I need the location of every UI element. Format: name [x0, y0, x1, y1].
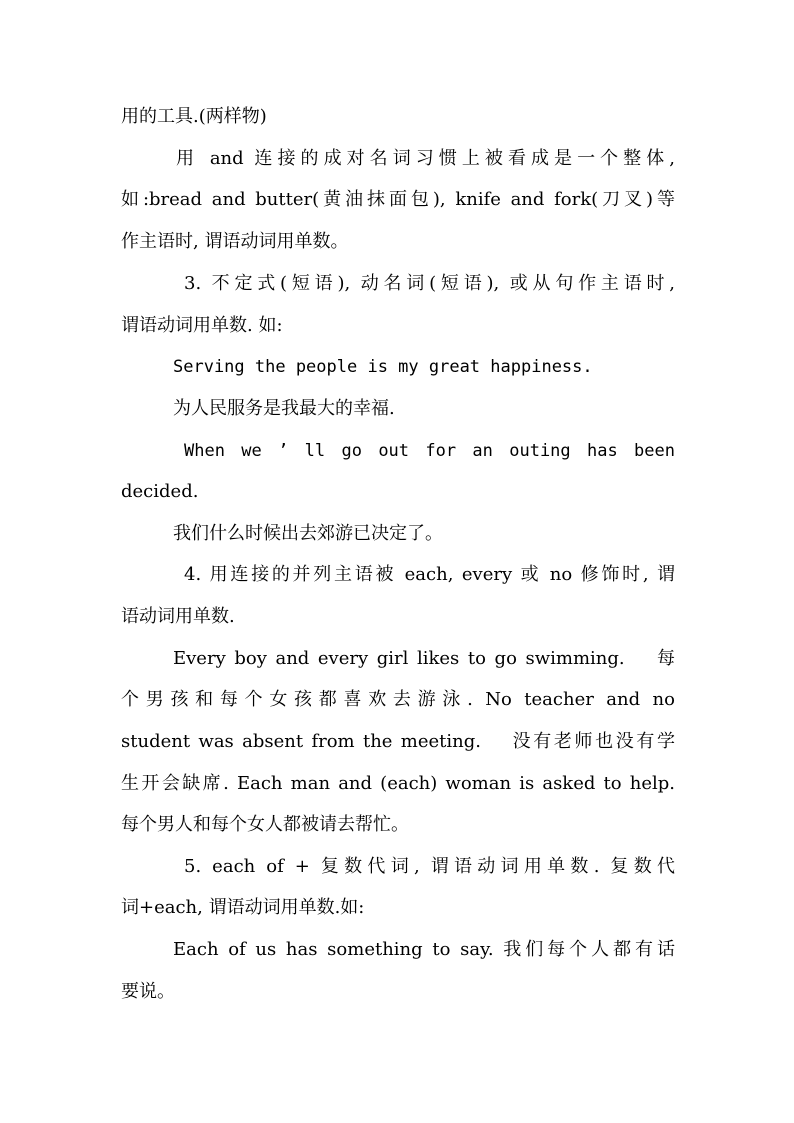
- text-line: student was absent from the meeting. 没有老师也没有学: [121, 731, 675, 752]
- text-line: Serving the people is my great happiness.: [173, 357, 593, 377]
- text-line: 词+each, 谓语动词用单数.如:: [121, 897, 365, 918]
- text-line: 3. 不定式(短语), 动名词(短语), 或从句作主语时,: [184, 273, 675, 294]
- text-line: 作主语时, 谓语动词用单数。: [121, 231, 349, 252]
- text-line: When we ’ ll go out for an outing has been: [184, 441, 675, 461]
- text-line: 如:bread and butter(黄油抹面包), knife and fork(刀叉)等: [121, 189, 675, 210]
- text-line: 我们什么时候出去郊游已决定了。: [173, 523, 443, 544]
- text-line: 谓语动词用单数. 如:: [121, 315, 283, 336]
- text-line: 个男孩和每个女孩都喜欢去游泳. No teacher and no: [121, 689, 675, 710]
- text-line: Each of us has something to say. 我们每个人都有话: [173, 939, 675, 960]
- text-line: 生开会缺席. Each man and (each) woman is asked to help.: [121, 773, 675, 794]
- text-line: 要说。: [121, 981, 175, 1002]
- text-line: 每个男人和每个女人都被请去帮忙。: [121, 814, 409, 835]
- text-line: 4. 用连接的并列主语被 each, every 或 no 修饰时, 谓: [184, 564, 675, 585]
- text-line: 用的工具.(两样物): [121, 106, 267, 127]
- text-line: Every boy and every girl likes to go swimming. 每: [173, 648, 675, 669]
- text-line: 语动词用单数.: [121, 606, 235, 627]
- text-line: 5. each of + 复数代词, 谓语动词用单数. 复数代: [184, 856, 675, 877]
- text-line: decided.: [121, 481, 199, 502]
- text-line: 用 and 连接的成对名词习惯上被看成是一个整体,: [176, 148, 675, 169]
- text-line: 为人民服务是我最大的幸福.: [173, 398, 395, 419]
